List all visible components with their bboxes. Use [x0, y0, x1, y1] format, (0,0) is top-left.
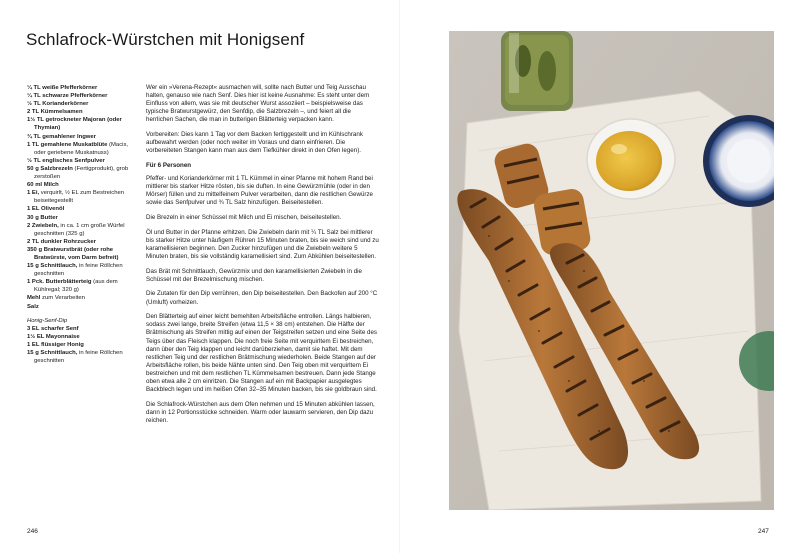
ingredient-item [27, 92, 139, 100]
ingredient-amount: ¼ TL schwarze Pfefferkörner [27, 93, 108, 100]
ingredients-list [27, 84, 139, 365]
ingredient-amount: ½ TL englisches Senfpulver [27, 157, 105, 164]
ingredient-amount: 1 EL flüssiger Honig [27, 341, 84, 348]
ingredient-amount: 15 g Schnittlauch, [27, 350, 78, 356]
ingredient-item [27, 214, 139, 222]
step-paragraph: Die Schlafrock-Würstchen aus dem Ofen nehmen und 15 Minuten abkühlen lassen, dann in 12 Portionsstücke schneiden. Warm oder lauwarm servieren, den Dip dazu reichen. [146, 400, 375, 424]
ingredient-amount: 1 Ei, [27, 190, 40, 197]
ingredient-item [27, 133, 139, 141]
ingredient-item [27, 238, 139, 246]
ingredient-amount: ½ TL Korianderkörner [27, 101, 89, 108]
ingredient-amount: 3 EL scharfer Senf [27, 325, 79, 332]
instructions [146, 84, 379, 432]
ingredient-amount: 1½ EL Mayonnaise [27, 333, 80, 340]
ingredient-item [27, 141, 139, 157]
ingredient-amount: 350 g Bratwurstbrät (oder rohe Bratwürste, vom Darm befreit) [27, 246, 119, 261]
intro-paragraph: Wer ein »Verena-Rezept« ausmachen will, sollte nach Butter und Teig Ausschau halten, genauso wie nach Senf. Dies hier ist keine Ausnahme: Es steht unter dem Einfluss von allem, was sie mit deutscher Wurst assoziiert – beispielsweise das typische Bratwurstgewürz, den Senfdip, die Salzbrezeln –, und feiert all die herrlichen Sachen, die man in butterigen Blätterteig verpacken kann. [146, 84, 370, 124]
recipe-title: Schlafrock-Würstchen mit Honigsenf [26, 30, 305, 49]
ingredient-amount: 30 g Butter [27, 214, 58, 221]
ingredient-amount: Salz [27, 303, 39, 310]
ingredient-note: (aus dem Kühlregal; 320 g) [34, 279, 118, 294]
page-number-left: 246 [27, 528, 38, 535]
ingredient-note: zum Verarbeiten [40, 295, 85, 302]
ingredient-amount: ¼ TL weiße Pfefferkörner [27, 85, 98, 91]
ingredient-amount: ¾ TL gemahlener Ingwer [27, 133, 96, 140]
food-photo [449, 31, 774, 510]
ingredient-item [27, 84, 139, 92]
ingredient-amount: 2 Zwiebeln, [27, 222, 59, 229]
ingredient-amount: 1 EL Olivenöl [27, 206, 65, 213]
ingredient-item [27, 189, 139, 205]
ingredient-amount: 60 ml Milch [27, 182, 59, 189]
prep-paragraph: Vorbereiten: Dies kann 1 Tag vor dem Backen fertiggestellt und im Kühlschrank aufbewahrt werden (oder noch weiter im Voraus und dann einfrieren. Die vorbereiteten Stangen kann man aus dem Tiefkühler direkt in den Ofen legen). [146, 131, 363, 155]
ingredient-note: in feine Röllchen geschnitten [34, 350, 123, 365]
ingredient-item [27, 294, 139, 302]
ingredient-amount: 15 g Schnittlauch, [27, 263, 78, 270]
ingredient-amount: 1 Pck. Butterblätterteig [27, 279, 92, 286]
ingredient-note: in ca. 1 cm große Würfel geschnitten (325 g) [34, 222, 125, 237]
ingredient-amount: 1 TL gemahlene Muskatblüte [27, 141, 108, 148]
ingredient-item [27, 108, 139, 116]
ingredient-item [27, 325, 139, 333]
ingredient-item [27, 157, 139, 165]
ingredient-item [27, 116, 139, 132]
dip-bowl [587, 119, 675, 199]
ingredient-note: in feine Röllchen geschnitten [34, 263, 123, 278]
servings: Für 6 Personen [146, 161, 192, 169]
pickle-jar [501, 31, 573, 111]
dip-subheading: Honig-Senf-Dip [27, 317, 68, 324]
ingredient-item [27, 341, 139, 349]
step-paragraph: Die Zutaten für den Dip verrühren, den Dip beiseitestellen. Den Backofen auf 200 °C (Umluft) vorheizen. [146, 290, 378, 306]
ingredient-item [27, 278, 139, 294]
ingredient-amount: Mehl [27, 295, 41, 302]
ingredient-item [27, 262, 139, 278]
ingredient-note: (Macis, oder geriebene Muskatnuss) [34, 141, 129, 156]
food-photo-illustration [449, 31, 774, 510]
ingredient-item [27, 349, 139, 365]
ingredient-amount: 1½ TL getrockneter Majoran (oder Thymian) [27, 117, 122, 132]
ingredient-item [27, 205, 139, 213]
ingredient-item [27, 333, 139, 341]
ingredient-amount: 50 g Salzbrezeln [27, 165, 73, 172]
ingredient-amount: 2 TL Kümmelsamen [27, 109, 83, 116]
step-paragraph: Die Brezeln in einer Schüssel mit Milch und Ei mischen, beiseitestellen. [146, 214, 342, 221]
step-paragraph: Öl und Butter in der Pfanne erhitzen. Die Zwiebeln darin mit ¼ TL Salz bei mittlerer bis starker Hitze unter häufigem Rühren 15 Minuten braten, bis sie weich sind und zu karamellisieren beginnen. Den Zucker hinzufügen und die Zwiebeln weitere 5 Minuten braten, bis sie vollständig karamellisiert sind. Zum Abkühlen beiseitestellen. [146, 228, 379, 260]
page-number-right: 247 [758, 528, 769, 535]
ingredient-item [27, 246, 139, 262]
ingredient-note: (Fertigprodukt), grob zerstoßen [34, 165, 129, 181]
ingredient-item [27, 165, 139, 181]
ingredient-item [27, 181, 139, 189]
step-paragraph: Den Blätterteig auf einer leicht bemehlten Arbeitsfläche entrollen. Längs halbieren, sodass zwei lange, breite Streifen (etwa 11,5 × 38 cm) entstehen. Die Hälfte der Brätmischung als Streifen mittig auf einen der Teigstreifen setzen und eine Seite des Teigs über das Fleisch klappen. Die noch freie Seite mit verquirltem Ei bestreichen, dann über den Teig klappen und leicht darüberziehen, damit sie haftet. Mit dem restlichen Teig und der restlichen Brätmischung wiederholen. Beide Stangen auf der Arbeitsfläche rollen, bis beide Nähte unten sind. Den Teig oben mit verquirltem Ei bestreichen und mit dem restlichen TL Kümmelsamen bestreuen. Dann jede Stange oben etwa alle 2 cm einritzen. Die Stangen auf ein mit Backpapier ausgelegtes Backblech legen und im heißen Ofen 32–35 Minuten backen, bis sie goldbraun sind. [146, 313, 378, 394]
ingredient-amount: 2 TL dunkler Rohrzucker [27, 238, 96, 245]
ingredient-item [27, 100, 139, 108]
ingredient-note: verquirlt, ½ EL zum Bestreichen beiseitegestellt [34, 190, 125, 205]
ingredient-item [27, 222, 139, 238]
step-paragraph: Das Brät mit Schnittlauch, Gewürzmix und den karamellisierten Zwiebeln in die Schüssel mit der Brezelmischung mischen. [146, 267, 362, 283]
step-paragraph: Pfeffer- und Korianderkörner mit 1 TL Kümmel in einer Pfanne mit hohem Rand bei mittlerer bis starker Hitze rösten, bis sie duften. In eine Gewürzmühle (oder in den Mörser) füllen und zu mittelfeinem Pulver verarbeiten, dann die restlichen Gewürze sowie das Senfpulver und ¾ TL Salz hinzufügen. Beiseitestellen. [146, 175, 373, 207]
ingredient-item [27, 303, 139, 311]
